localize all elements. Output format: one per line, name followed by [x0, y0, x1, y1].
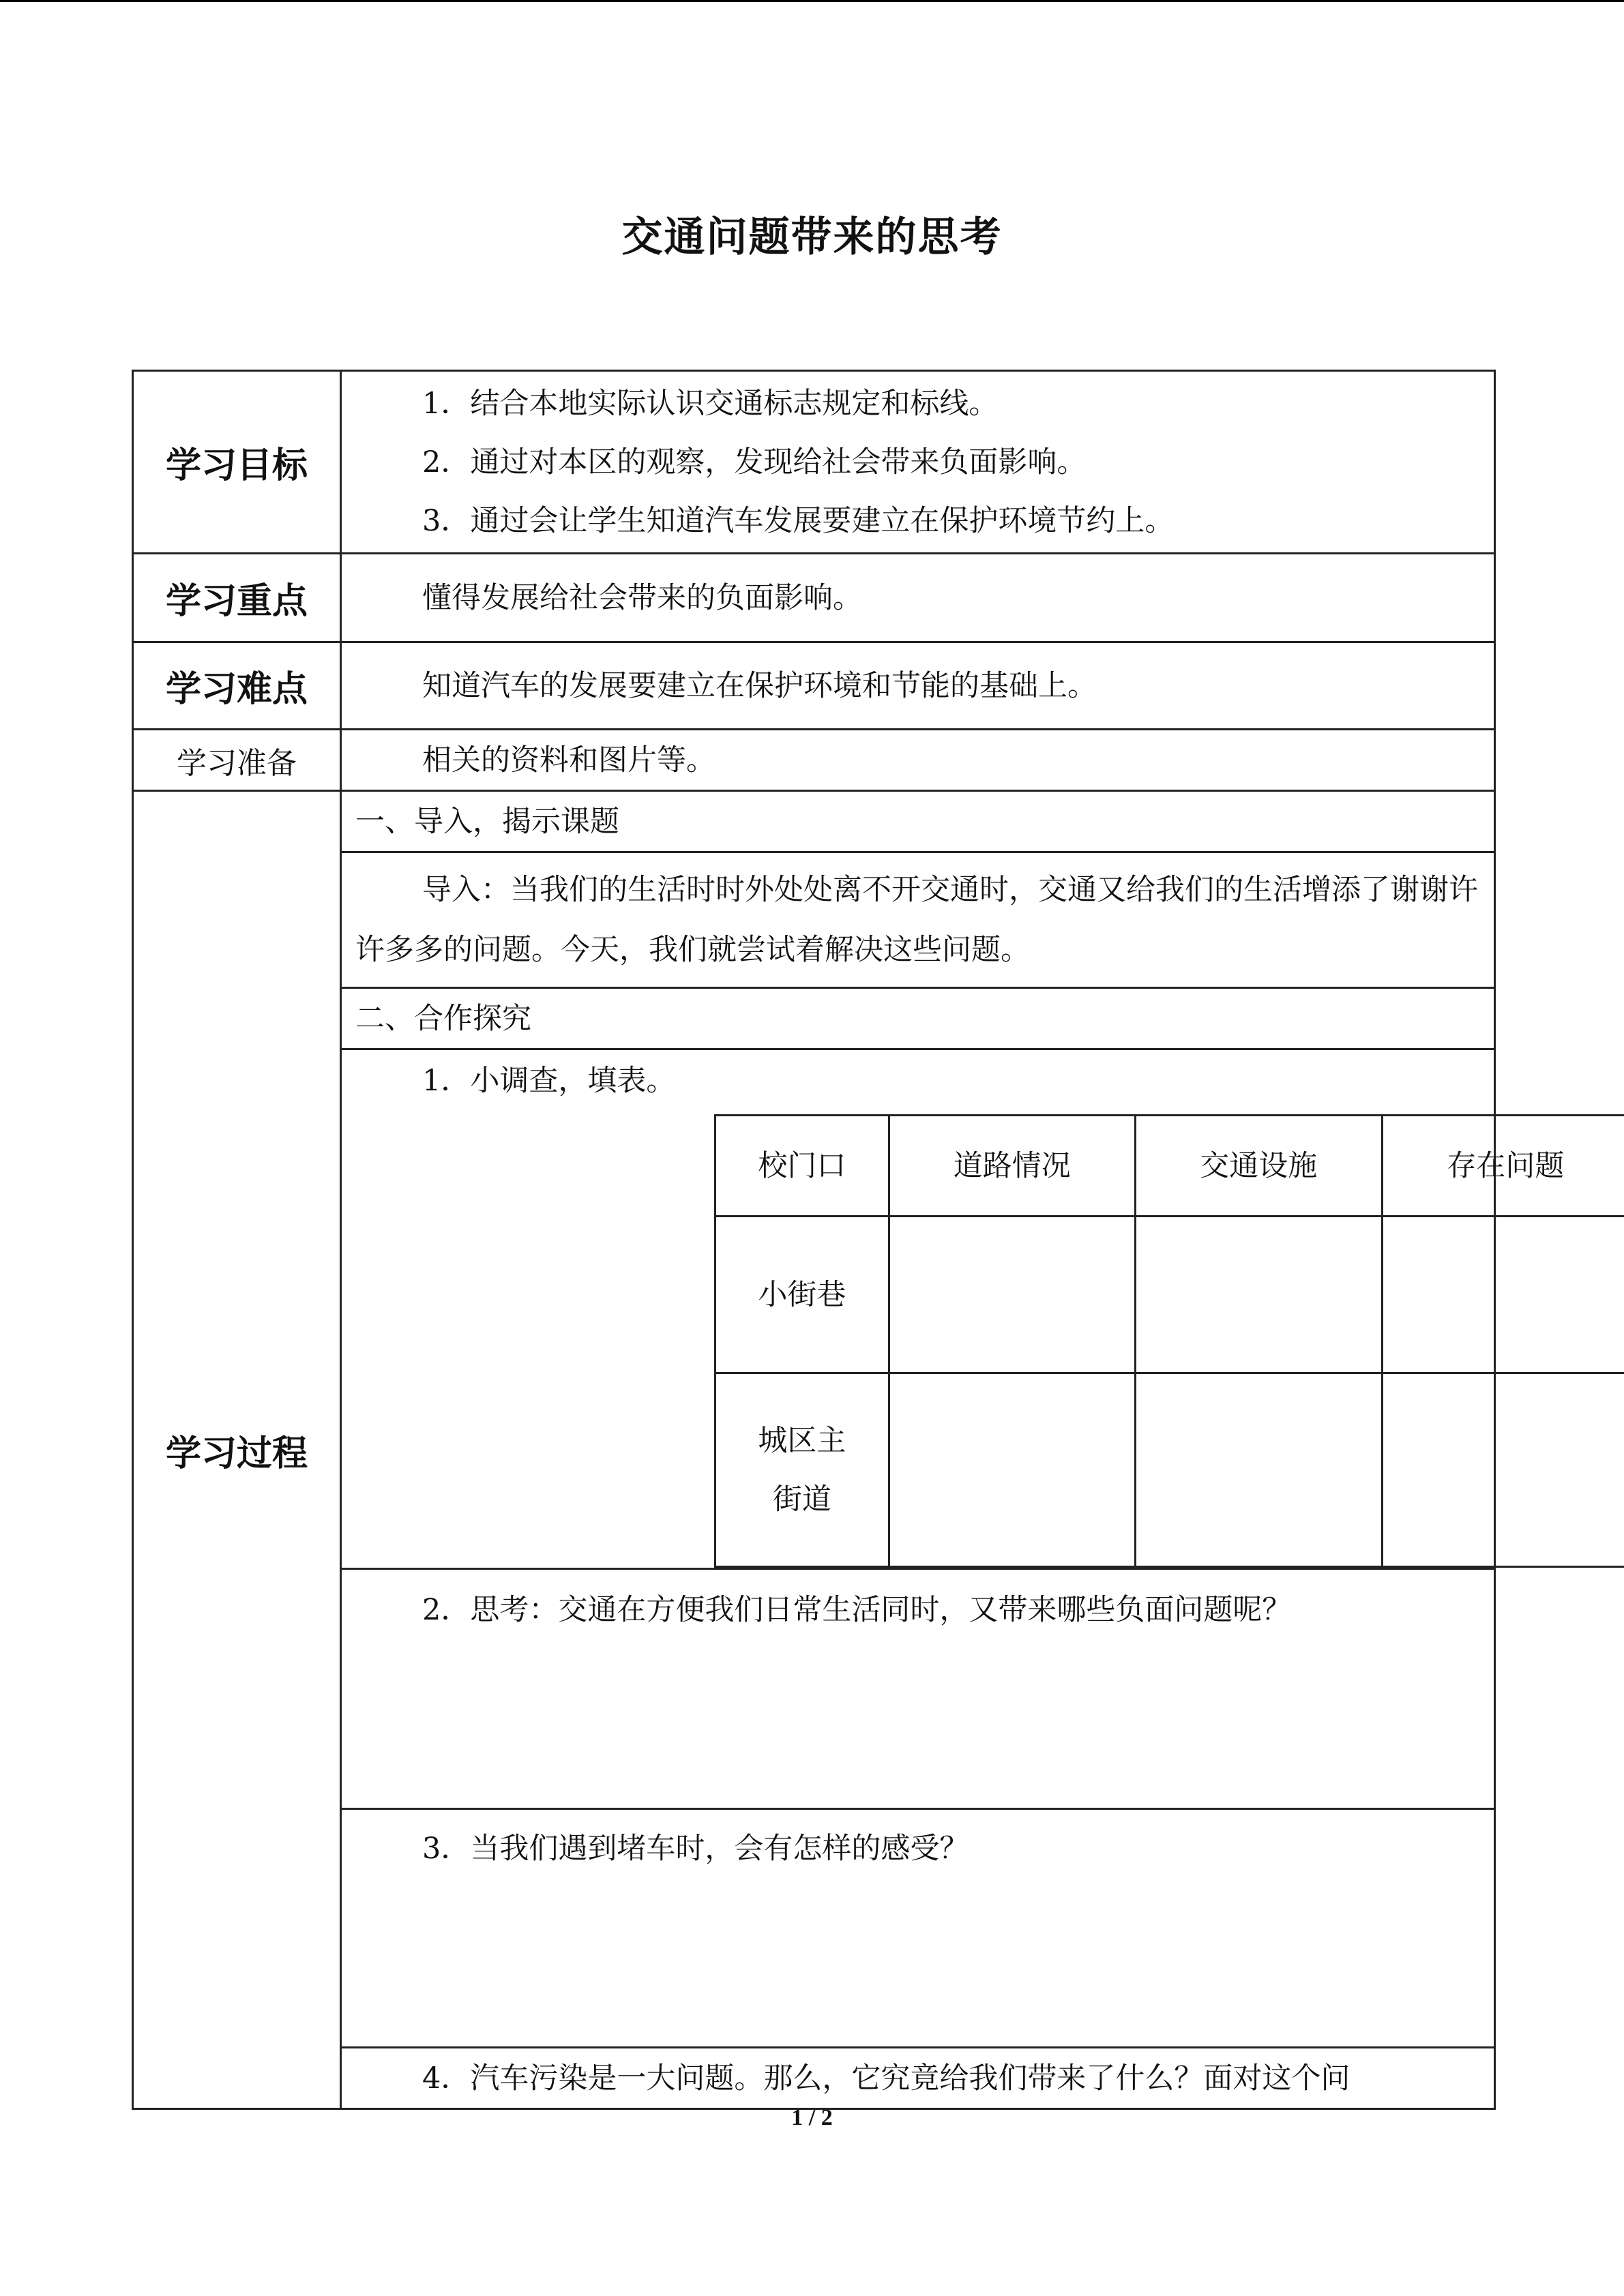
difficulties-text: 知道汽车的发展要建立在保护环境和节能的基础上。 — [422, 668, 1097, 703]
task-item: 3．当我们遇到堵车时，会有怎样的感受？ — [422, 1832, 969, 1866]
key-points-row — [133, 554, 1495, 642]
section-heading: 二、合作探究 — [355, 1001, 531, 1036]
survey-header-cell: 校门口 — [715, 1116, 889, 1217]
objective-item: 3．通过会让学生知道汽车发展要建立在保护环境节约上。 — [422, 503, 1175, 538]
key-points-label: 学习重点 — [133, 554, 341, 642]
intro-text: 导入：当我们的生活时时外处处离不开交通时，交通又给我们的生活增添了谢谢许许多多的问题。今天，我们就尝试着解决这些问题。 — [355, 873, 1478, 967]
preparation-label: 学习准备 — [133, 730, 341, 791]
objectives-content — [341, 371, 1495, 554]
survey-cell[interactable] — [1135, 1217, 1382, 1373]
top-rule — [0, 0, 1624, 2]
preparation-text: 相关的资料和图片等。 — [422, 743, 715, 777]
process-label: 学习过程 — [133, 791, 341, 2109]
objectives-label: 学习目标 — [133, 371, 341, 554]
survey-header-cell: 道路情况 — [889, 1116, 1135, 1217]
survey-header-row — [715, 1116, 1624, 1217]
difficulties-row — [133, 642, 1495, 730]
survey-row-label: 城区主街道 — [715, 1373, 889, 1567]
section-heading: 一、导入，揭示课题 — [355, 804, 619, 839]
survey-table — [714, 1114, 1624, 1568]
survey-row — [715, 1373, 1624, 1567]
objectives-row — [133, 371, 1495, 554]
key-points-text: 懂得发展给社会带来的负面影响。 — [422, 580, 862, 615]
difficulties-label: 学习难点 — [133, 642, 341, 730]
page-number: 1 / 2 — [791, 2105, 833, 2130]
survey-row-label: 小街巷 — [715, 1217, 889, 1373]
task-item: 2．思考：交通在方便我们日常生活同时，又带来哪些负面问题呢？ — [422, 1593, 1292, 1627]
preparation-row — [133, 730, 1495, 791]
process-row — [133, 791, 1495, 852]
page-title: 交通问题带来的思考 — [621, 213, 1003, 261]
survey-header-cell: 存在问题 — [1382, 1116, 1624, 1217]
survey-cell[interactable] — [1382, 1373, 1624, 1567]
survey-cell[interactable] — [889, 1217, 1135, 1373]
survey-row — [715, 1217, 1624, 1373]
survey-cell[interactable] — [1382, 1217, 1624, 1373]
survey-cell[interactable] — [889, 1373, 1135, 1567]
objective-item: 2．通过对本区的观察，发现给社会带来负面影响。 — [422, 445, 1087, 479]
survey-header-cell: 交通设施 — [1135, 1116, 1382, 1217]
survey-cell[interactable] — [1135, 1373, 1382, 1567]
task-item: 1．小调查，填表。 — [422, 1064, 676, 1098]
lesson-plan-table — [132, 370, 1565, 2110]
task-item: 4．汽车污染是一大问题。那么，它究竟给我们带来了什么？面对这个问 — [422, 2061, 1350, 2096]
objective-item: 1．结合本地实际认识交通标志规定和标线。 — [422, 386, 999, 421]
